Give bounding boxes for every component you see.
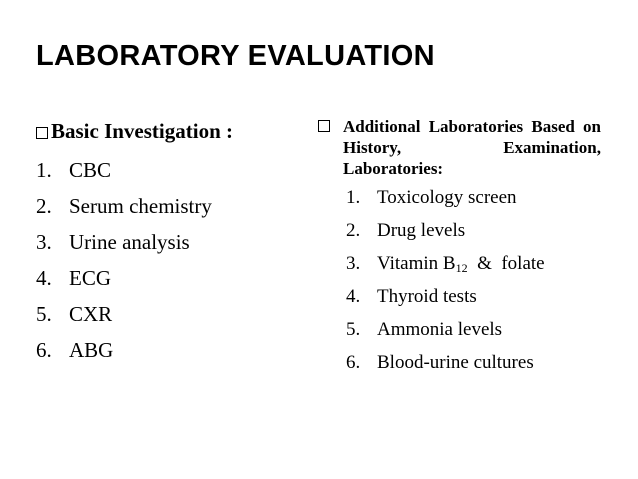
list-item-text: Serum chemistry: [69, 194, 212, 218]
list-item-number: 6.: [346, 352, 361, 373]
list-item-text: Urine analysis: [69, 230, 190, 254]
list-item: [36, 296, 306, 332]
list-item: [346, 313, 604, 346]
basic-investigation-list: [36, 152, 306, 368]
additional-laboratories-heading-text: Additional Laboratories Based on History, Examination, Laboratories:: [343, 117, 601, 178]
list-item-text: ABG: [69, 338, 114, 362]
list-item-number: 3.: [36, 230, 52, 254]
basic-investigation-column: [36, 116, 306, 368]
list-item-number: 4.: [346, 286, 361, 307]
list-item: [346, 247, 604, 280]
list-item-number: 2.: [346, 220, 361, 241]
slide-title: LABORATORY EVALUATION: [36, 40, 435, 72]
list-item: [36, 152, 306, 188]
list-item-text: Toxicology screen: [377, 187, 517, 208]
basic-investigation-heading-text: Basic Investigation :: [51, 119, 234, 143]
list-item-number: 2.: [36, 194, 52, 218]
list-item-number: 3.: [346, 253, 361, 274]
additional-laboratories-heading: [318, 116, 604, 179]
list-item: [346, 346, 604, 379]
list-item: [346, 181, 604, 214]
additional-laboratories-column: [318, 116, 604, 379]
list-item-text: CXR: [69, 302, 113, 326]
list-item-text: Ammonia levels: [377, 319, 503, 340]
list-item: [36, 188, 306, 224]
subscript-text: 12: [455, 261, 468, 275]
list-item-text-suffix: & folate: [467, 253, 545, 274]
list-item-number: 5.: [346, 319, 361, 340]
list-item-text: ECG: [69, 266, 111, 290]
list-item: [36, 332, 306, 368]
list-item: [346, 214, 604, 247]
list-item: [36, 260, 306, 296]
basic-investigation-heading: [36, 116, 306, 152]
checkbox-square-icon: [36, 127, 48, 139]
list-item-number: 6.: [36, 338, 52, 362]
list-item: [36, 224, 306, 260]
list-item-number: 5.: [36, 302, 52, 326]
list-item-text: Thyroid tests: [377, 286, 477, 307]
list-item-text: CBC: [69, 158, 112, 182]
list-item-number: 1.: [36, 158, 52, 182]
list-item-text: Drug levels: [377, 220, 466, 241]
list-item-text: Blood-urine cultures: [377, 352, 534, 373]
checkbox-square-icon: [318, 120, 330, 132]
list-item-text: Vitamin B: [377, 253, 456, 274]
list-item: [346, 280, 604, 313]
list-item-number: 1.: [346, 187, 361, 208]
additional-laboratories-list: [318, 181, 604, 379]
list-item-number: 4.: [36, 266, 52, 290]
